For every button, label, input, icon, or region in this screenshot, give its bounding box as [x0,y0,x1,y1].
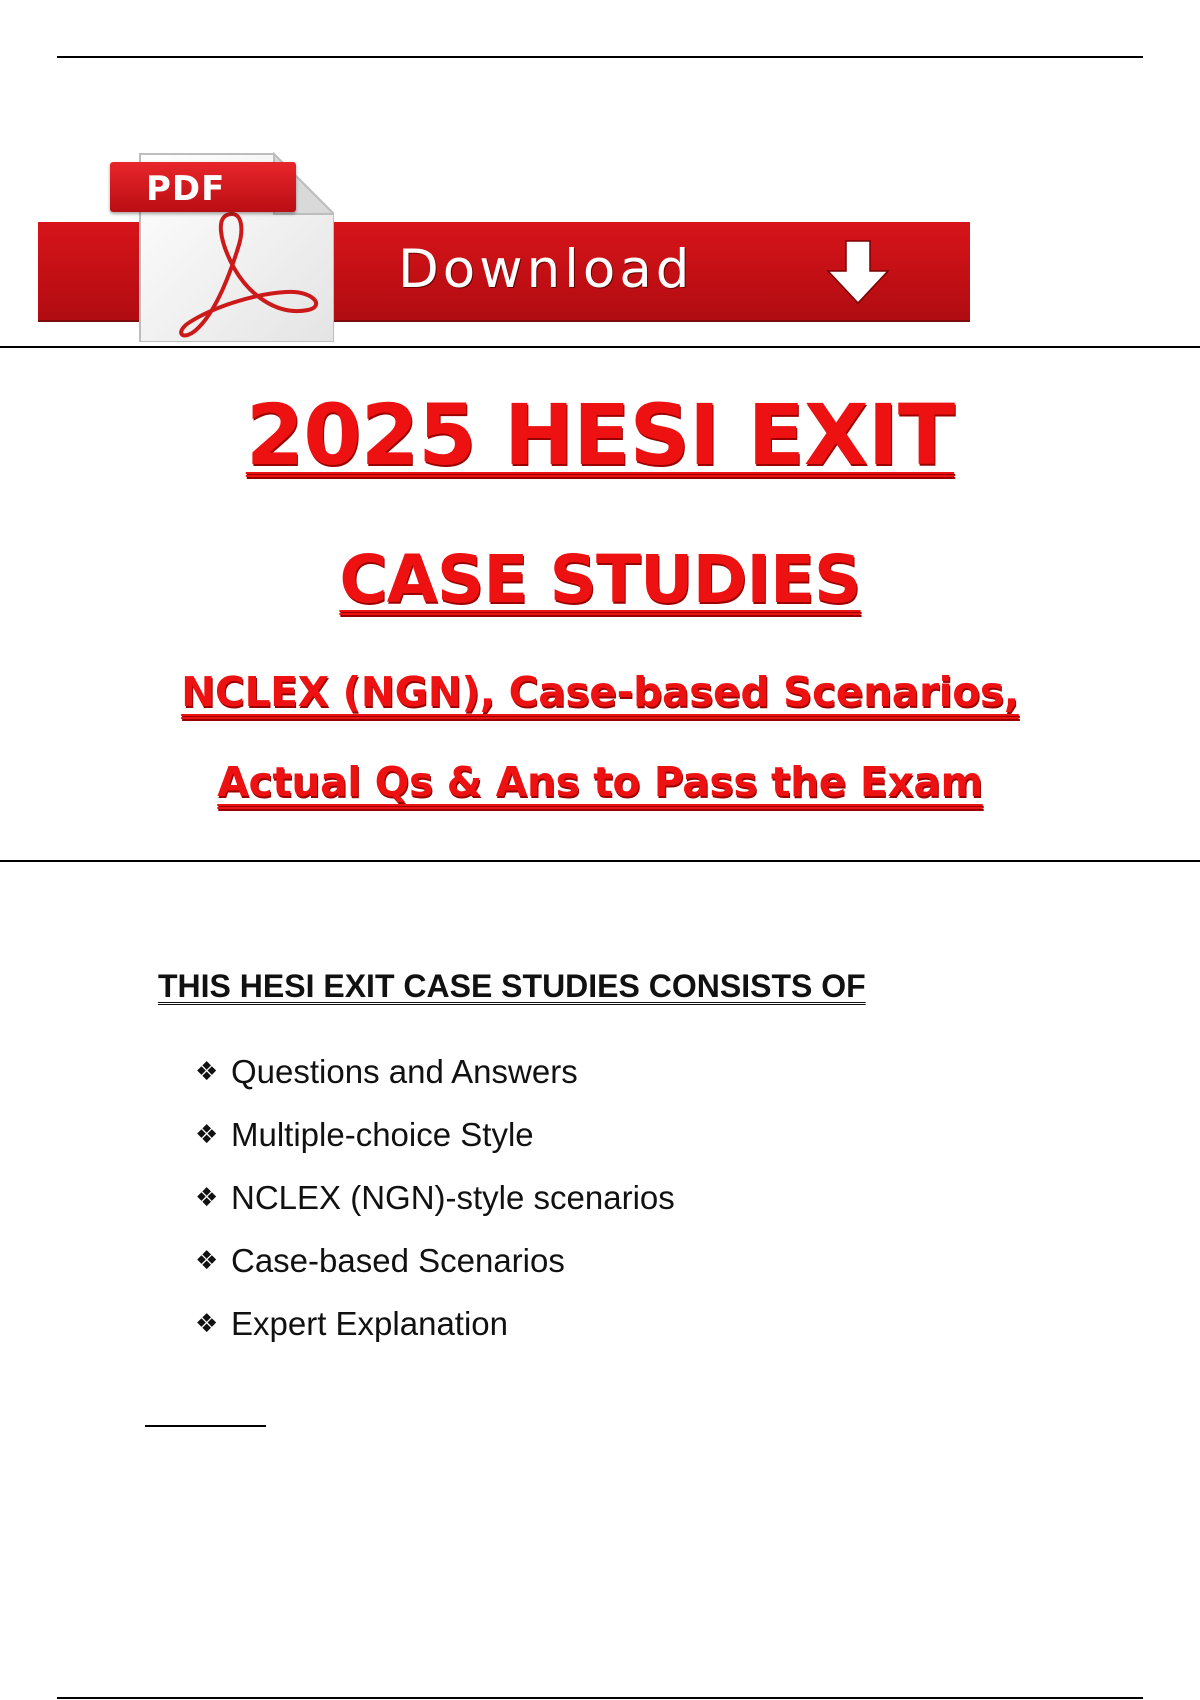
list-item [195,1166,675,1229]
main-title: 2025 HESI EXIT [245,386,955,484]
download-label[interactable]: Download [398,239,694,300]
four-diamond-bullet-icon: ❖ [195,1308,219,1339]
list-item [195,1040,675,1103]
four-diamond-bullet-icon: ❖ [195,1245,219,1276]
list-item-label: NCLEX (NGN)-style scenarios [231,1178,675,1216]
four-diamond-bullet-icon: ❖ [195,1182,219,1213]
list-item [195,1292,675,1355]
tagline-line-2: Actual Qs & Ans to Pass the Exam [217,758,983,806]
list-item-label: Expert Explanation [231,1304,509,1342]
list-item-label: Questions and Answers [231,1052,578,1090]
list-item [195,1229,675,1292]
list-item [195,1103,675,1166]
contents-heading: THIS HESI EXIT CASE STUDIES CONSISTS OF [158,968,866,1004]
four-diamond-bullet-icon: ❖ [195,1119,219,1150]
pdf-download-banner[interactable] [38,145,970,340]
title-divider [0,860,1200,862]
sub-title: CASE STUDIES [339,541,861,618]
download-arrow-icon [822,237,894,307]
pdf-file-icon [102,150,334,342]
tagline-line-1: NCLEX (NGN), Case-based Scenarios, [181,668,1019,716]
footnote-separator [145,1425,266,1427]
bottom-divider [57,1697,1143,1699]
banner-divider [0,346,1200,348]
four-diamond-bullet-icon: ❖ [195,1056,219,1087]
pdf-tag-label: PDF [146,169,226,209]
feature-list [195,1040,675,1355]
top-divider [57,56,1143,58]
list-item-label: Case-based Scenarios [231,1241,565,1279]
list-item-label: Multiple-choice Style [231,1115,534,1153]
